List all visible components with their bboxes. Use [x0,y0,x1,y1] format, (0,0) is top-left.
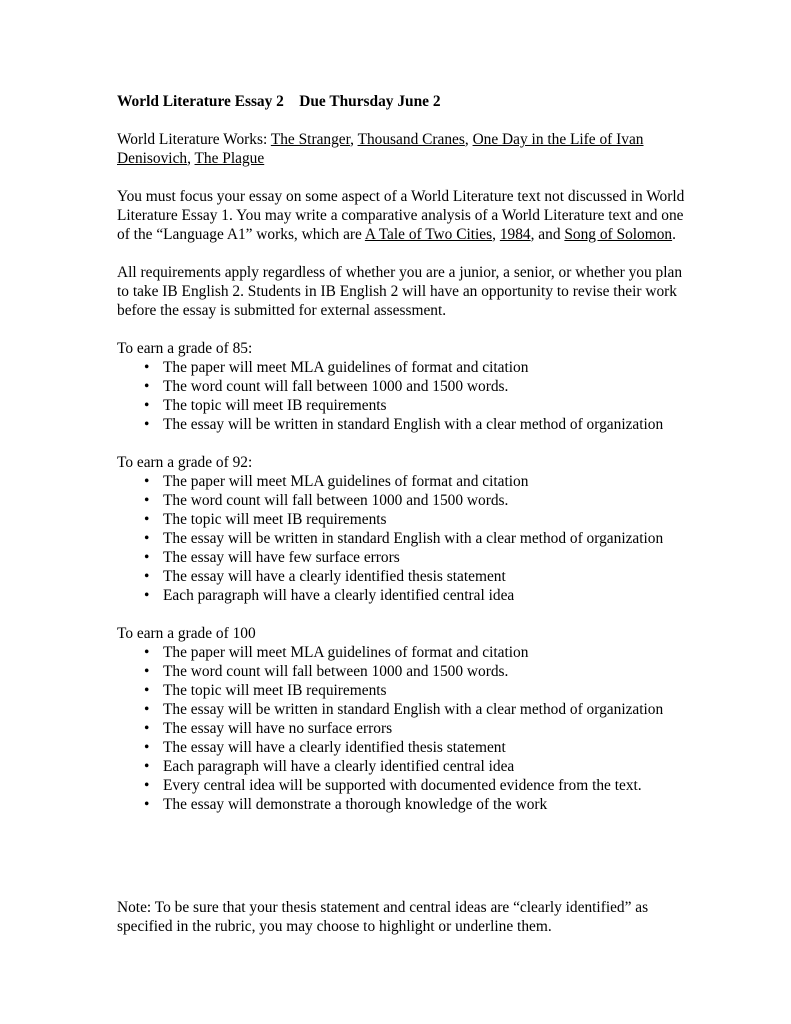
list-item [117,776,687,795]
bullet-icon: • [144,777,150,794]
requirements-paragraph: All requirements apply regardless of whether you are a junior, a senior, or whether you plan to take IB English 2. Students in IB English 2 will have an opportunity to revise their work before the essay is submitted for external assessment. [117,264,683,319]
requirement-text: The essay will demonstrate a thorough knowledge of the work [163,796,548,813]
requirement-text: The paper will meet MLA guidelines of format and citation [163,473,529,490]
list-item [117,358,687,377]
bullet-icon: • [144,568,150,585]
grade-heading: To earn a grade of 85: [117,340,253,357]
document-page [117,92,687,936]
requirement-text: The essay will have no surface errors [163,720,393,737]
requirement-text: The essay will be written in standard English with a clear method of organization [163,416,664,433]
bullet-icon: • [144,758,150,775]
requirement-text: The word count will fall between 1000 and 1500 words. [163,378,509,395]
focus-text: You must focus your essay on some aspect of a World Literature text not discussed in World Literature Essay 1. You may write a comparative analysis of a World Literature text and one of the “Language A1” works, which are [117,188,685,243]
document-title: World Literature Essay 2 Due Thursday June 2 [117,93,441,110]
bullet-icon: • [144,378,150,395]
bullet-icon: • [144,587,150,604]
requirement-text: The topic will meet IB requirements [163,511,387,528]
requirement-text: The essay will be written in standard English with a clear method of organization [163,701,664,718]
list-item [117,662,687,681]
list-item [117,795,687,814]
requirement-text: Every central idea will be supported with documented evidence from the text. [163,777,642,794]
bullet-icon: • [144,663,150,680]
bullet-icon: • [144,359,150,376]
language-work-title: Song of Solomon [564,226,673,243]
bullet-icon: • [144,682,150,699]
works-prefix: World Literature Works: [117,131,271,148]
requirement-text: The essay will have few surface errors [163,549,400,566]
grade-sections [117,339,687,814]
list-item [117,472,687,491]
bullet-icon: • [144,644,150,661]
bullet-icon: • [144,397,150,414]
bullet-icon: • [144,511,150,528]
requirement-text: The paper will meet MLA guidelines of format and citation [163,644,529,661]
list-item [117,548,687,567]
bullet-icon: • [144,530,150,547]
bullet-icon: • [144,739,150,756]
work-title: Thousand Cranes [357,131,465,148]
requirement-text: The topic will meet IB requirements [163,397,387,414]
requirement-text: The essay will have a clearly identified thesis statement [163,568,506,585]
focus-paragraph: You must focus your essay on some aspect of a World Literature text not discussed in World Literature Essay 1. You may write a comparative analysis of a World Literature text and one of the “Language A1” works, which are A Tale of Two Cities, 1984, and Song of Solomon. [117,188,685,243]
grade-heading: To earn a grade of 100 [117,625,256,642]
work-title: The Stranger [270,131,351,148]
list-item [117,491,687,510]
list-item [117,738,687,757]
list-item [117,567,687,586]
requirement-text: The paper will meet MLA guidelines of format and citation [163,359,529,376]
language-work-title: A Tale of Two Cities [364,226,493,243]
list-item [117,396,687,415]
list-item [117,377,687,396]
list-item [117,700,687,719]
requirement-text: Each paragraph will have a clearly identified central idea [163,758,515,775]
list-item [117,757,687,776]
list-item [117,510,687,529]
list-item [117,529,687,548]
requirement-text: The essay will be written in standard English with a clear method of organization [163,530,664,547]
note-paragraph: Note: To be sure that your thesis statement and central ideas are “clearly identified” as specified in the rubric, you may choose to highlight or underline them. [117,899,649,935]
works-line: World Literature Works: The Stranger, Thousand Cranes, One Day in the Life of Ivan Denisovich, The Plague [117,131,644,167]
bullet-icon: • [144,416,150,433]
bullet-icon: • [144,473,150,490]
list-item [117,415,687,434]
requirement-list [117,643,687,814]
requirement-text: The word count will fall between 1000 and 1500 words. [163,663,509,680]
requirement-text: The word count will fall between 1000 and 1500 words. [163,492,509,509]
bullet-icon: • [144,720,150,737]
language-work-title: 1984 [499,226,531,243]
list-item [117,586,687,605]
requirement-text: Each paragraph will have a clearly identified central idea [163,587,515,604]
requirement-list [117,358,687,434]
work-title: The Plague [194,150,265,167]
requirement-list [117,472,687,605]
work-title: One Day in the Life of Ivan Denisovich [117,131,644,167]
list-item [117,643,687,662]
requirement-text: The essay will have a clearly identified thesis statement [163,739,506,756]
bullet-icon: • [144,796,150,813]
grade-heading: To earn a grade of 92: [117,454,253,471]
bullet-icon: • [144,549,150,566]
list-item [117,681,687,700]
requirement-text: The topic will meet IB requirements [163,682,387,699]
bullet-icon: • [144,701,150,718]
bullet-icon: • [144,492,150,509]
list-item [117,719,687,738]
